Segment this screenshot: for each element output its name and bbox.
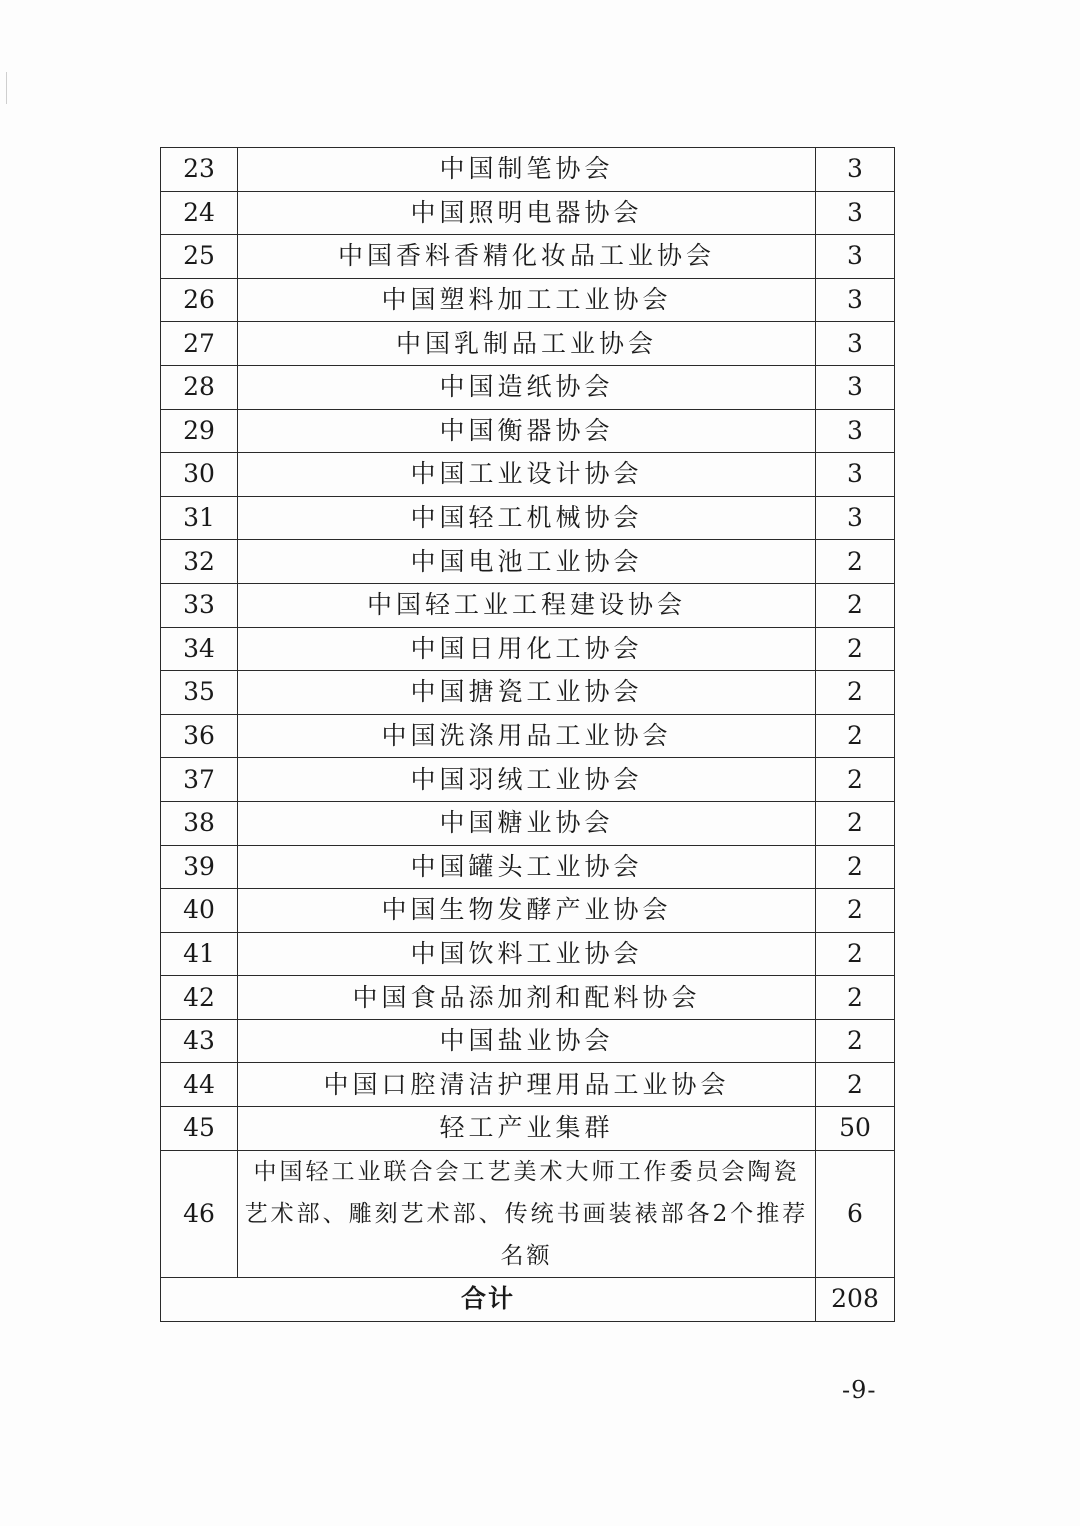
row-number: 39	[161, 845, 238, 889]
table-row	[161, 1150, 895, 1277]
organization-name: 中国口腔清洁护理用品工业协会	[238, 1063, 816, 1107]
organization-name: 中国电池工业协会	[238, 540, 816, 584]
total-row	[161, 1277, 895, 1321]
table-row	[161, 932, 895, 976]
organization-name: 中国乳制品工业协会	[238, 322, 816, 366]
table-row	[161, 148, 895, 192]
row-number: 37	[161, 758, 238, 802]
quota-count: 6	[816, 1150, 895, 1277]
quota-count: 2	[816, 976, 895, 1020]
quota-count: 2	[816, 627, 895, 671]
row-number: 34	[161, 627, 238, 671]
organization-name: 中国香料香精化妆品工业协会	[238, 235, 816, 279]
organization-name: 中国制笔协会	[238, 148, 816, 192]
page-number: -9-	[842, 1376, 877, 1404]
table-row	[161, 235, 895, 279]
table-row	[161, 1107, 895, 1151]
table-row	[161, 801, 895, 845]
row-number: 30	[161, 453, 238, 497]
row-number: 43	[161, 1019, 238, 1063]
table-row	[161, 278, 895, 322]
quota-count: 2	[816, 671, 895, 715]
row-number: 44	[161, 1063, 238, 1107]
quota-count: 3	[816, 148, 895, 192]
organization-name: 中国日用化工协会	[238, 627, 816, 671]
row-number: 31	[161, 496, 238, 540]
organization-name: 中国饮料工业协会	[238, 932, 816, 976]
quota-count: 2	[816, 801, 895, 845]
quota-count: 3	[816, 453, 895, 497]
row-number: 42	[161, 976, 238, 1020]
table-row	[161, 671, 895, 715]
table-row	[161, 583, 895, 627]
table-row	[161, 409, 895, 453]
row-number: 36	[161, 714, 238, 758]
row-number: 38	[161, 801, 238, 845]
quota-count: 3	[816, 278, 895, 322]
quota-count: 3	[816, 322, 895, 366]
organization-name: 中国洗涤用品工业协会	[238, 714, 816, 758]
row-number: 33	[161, 583, 238, 627]
organization-name: 中国照明电器协会	[238, 191, 816, 235]
row-number: 23	[161, 148, 238, 192]
organization-name: 轻工产业集群	[238, 1107, 816, 1151]
quota-count: 2	[816, 758, 895, 802]
organization-name: 中国衡器协会	[238, 409, 816, 453]
table-row	[161, 714, 895, 758]
organization-name: 中国轻工业联合会工艺美术大师工作委员会陶瓷艺术部、雕刻艺术部、传统书画装裱部各2个推荐名额	[238, 1150, 816, 1277]
organization-name: 中国工业设计协会	[238, 453, 816, 497]
quota-count: 3	[816, 235, 895, 279]
organization-name: 中国搪瓷工业协会	[238, 671, 816, 715]
table-row	[161, 496, 895, 540]
quota-count: 3	[816, 496, 895, 540]
quota-count: 3	[816, 409, 895, 453]
row-number: 25	[161, 235, 238, 279]
quota-count: 3	[816, 365, 895, 409]
total-count: 208	[816, 1277, 895, 1321]
quota-table-body	[161, 148, 895, 1322]
quota-count: 2	[816, 1019, 895, 1063]
row-number: 41	[161, 932, 238, 976]
table-row	[161, 758, 895, 802]
quota-count: 50	[816, 1107, 895, 1151]
organization-name: 中国塑料加工工业协会	[238, 278, 816, 322]
organization-name: 中国罐头工业协会	[238, 845, 816, 889]
row-number: 27	[161, 322, 238, 366]
organization-name: 中国轻工机械协会	[238, 496, 816, 540]
row-number: 28	[161, 365, 238, 409]
total-label: 合计	[161, 1277, 816, 1321]
table-row	[161, 845, 895, 889]
row-number: 40	[161, 889, 238, 933]
table-row	[161, 322, 895, 366]
quota-count: 2	[816, 714, 895, 758]
organization-name: 中国食品添加剂和配料协会	[238, 976, 816, 1020]
table-row	[161, 976, 895, 1020]
quota-count: 2	[816, 932, 895, 976]
organization-name: 中国盐业协会	[238, 1019, 816, 1063]
row-number: 35	[161, 671, 238, 715]
quota-count: 2	[816, 1063, 895, 1107]
row-number: 46	[161, 1150, 238, 1277]
quota-count: 3	[816, 191, 895, 235]
quota-count: 2	[816, 889, 895, 933]
row-number: 24	[161, 191, 238, 235]
quota-count: 2	[816, 583, 895, 627]
row-number: 45	[161, 1107, 238, 1151]
organization-name: 中国轻工业工程建设协会	[238, 583, 816, 627]
row-number: 32	[161, 540, 238, 584]
table-row	[161, 627, 895, 671]
row-number: 29	[161, 409, 238, 453]
organization-name: 中国生物发酵产业协会	[238, 889, 816, 933]
table-row	[161, 889, 895, 933]
quota-table	[160, 147, 895, 1322]
table-row	[161, 365, 895, 409]
row-number: 26	[161, 278, 238, 322]
organization-name: 中国糖业协会	[238, 801, 816, 845]
scan-margin-mark	[6, 72, 7, 104]
table-row	[161, 453, 895, 497]
table-row	[161, 1019, 895, 1063]
organization-name: 中国造纸协会	[238, 365, 816, 409]
table-row	[161, 1063, 895, 1107]
table-row	[161, 191, 895, 235]
table-row	[161, 540, 895, 584]
organization-name: 中国羽绒工业协会	[238, 758, 816, 802]
quota-count: 2	[816, 540, 895, 584]
quota-count: 2	[816, 845, 895, 889]
